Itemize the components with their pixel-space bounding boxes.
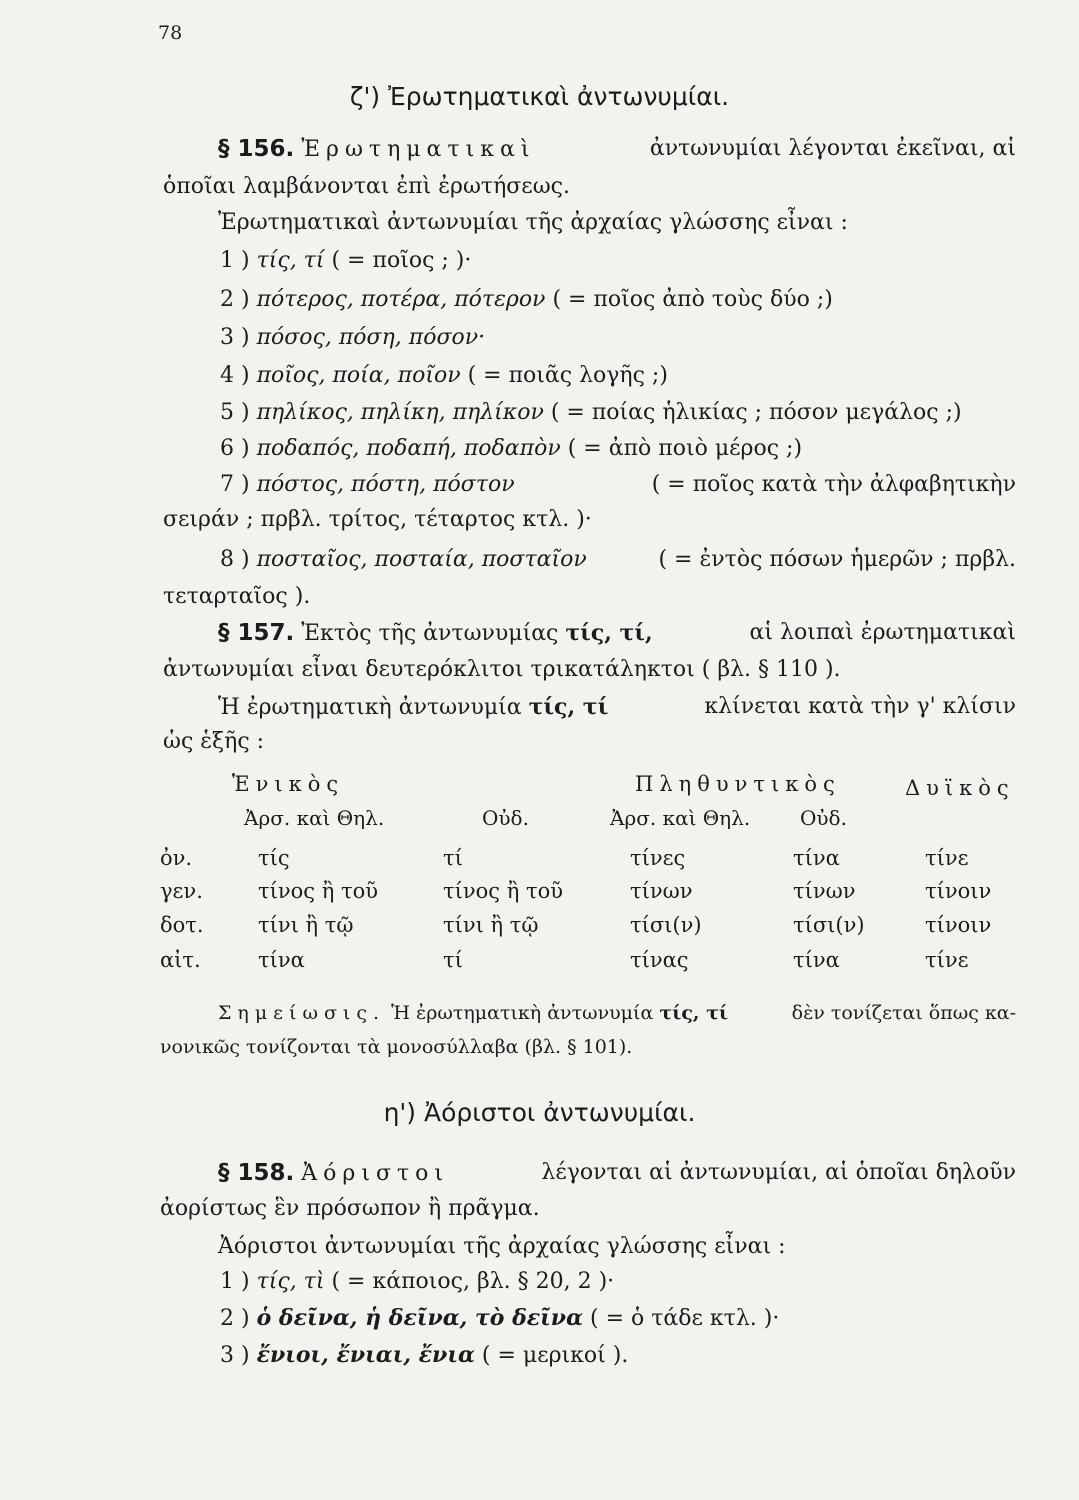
table-subheader: Ἀρσ. καὶ Θηλ. xyxy=(244,806,385,830)
list-item: 6 ) ποδαπός, ποδαπή, ποδαπὸν ( = ἀπὸ ποιὸ μέρος ;) xyxy=(220,436,803,461)
list-item: 7 ) πόστος, πόστη, πόστον ( = ποῖος κατὰ τὴν ἀλφαβητικὴν xyxy=(220,472,1016,497)
paragraph-158-line1: § 158. Ἀόριστοι λέγονται αἱ ἀντωνυμίαι, αἱ ὁποῖαι δηλοῦν xyxy=(218,1160,1016,1186)
table-subheader: Ἀρσ. καὶ Θηλ. xyxy=(610,806,751,830)
paragraph-157-line3: Ἡ ἐρωτηματικὴ ἀντωνυμία τίς, τί κλίνεται κατὰ τὴν γ' κλίσιν xyxy=(218,694,1016,720)
term-indefinite: Ἀόριστοι xyxy=(301,1161,450,1186)
note-line2: νονικῶς τονίζονται τὰ μονοσύλλαβα (βλ. § 101). xyxy=(160,1036,633,1058)
term-interrogative: Ἐρωτηματικαὶ xyxy=(301,137,536,162)
paragraph-157-line1: § 157. Ἐκτὸς τῆς ἀντωνυμίας τίς, τί, αἱ λοιπαὶ ἐρωτηματικαὶ xyxy=(218,620,1016,646)
table-header-dual: Δυϊκὸς xyxy=(905,776,1015,800)
list-item: 8 ) ποσταῖος, ποσταία, ποσταῖον ( = ἐντὸς πόσων ἡμερῶν ; πρβλ. xyxy=(220,547,1016,572)
paragraph-156-line1 xyxy=(218,134,1016,165)
section-number-157: § 157. xyxy=(218,620,295,646)
paragraph-157-line2: ἀντωνυμίαι εἶναι δευτερόκλιτοι τρικατάληκτοι ( βλ. § 110 ). xyxy=(163,657,841,682)
list-item: 2 ) πότερος, ποτέρα, πότερον ( = ποῖος ἀπὸ τοὺς δύο ;) xyxy=(220,287,833,312)
paragraph-156-intro: Ἐρωτηματικαὶ ἀντωνυμίαι τῆς ἀρχαίας γλώσσης εἶναι : xyxy=(218,210,848,235)
list-item: 1 ) τίς, τὶ ( = κάποιος, βλ. § 20, 2 )· xyxy=(220,1269,615,1294)
paragraph-156-line2: ὁποῖαι λαμβάνονται ἐπὶ ἐρωτήσεως. xyxy=(163,174,570,199)
table-header-singular: Ἑνικὸς xyxy=(232,772,345,796)
list-item-continuation: σειράν ; πρβλ. τρίτος, τέταρτος κτλ. )· xyxy=(163,507,592,532)
section-number-156: § 156. xyxy=(218,136,295,162)
list-item: 2 ) ὁ δεῖνα, ἡ δεῖνα, τὸ δεῖνα ( = ὁ τάδε κτλ. )· xyxy=(220,1305,780,1331)
section-heading-indefinite: η') Ἀόριστοι ἀντωνυμίαι. xyxy=(383,1098,696,1127)
list-item: 4 ) ποῖος, ποία, ποῖον ( = ποιᾶς λογῆς ;) xyxy=(220,363,668,388)
list-item: 3 ) ἔνιοι, ἔνιαι, ἔνια ( = μερικοί ). xyxy=(220,1342,629,1368)
table-subheader: Οὐδ. xyxy=(800,806,847,830)
list-item: 3 ) πόσος, πόση, πόσον· xyxy=(220,325,486,350)
table-subheader: Οὐδ. xyxy=(482,806,529,830)
section-heading-interrogative: ζ') Ἐρωτηματικαὶ ἀντωνυμίαι. xyxy=(349,82,730,111)
paragraph-158-line2: ἀορίστως ἓν πρόσωπον ἢ πρᾶγμα. xyxy=(160,1196,540,1221)
section-number-158: § 158. xyxy=(218,1160,295,1186)
list-item-continuation: τεταρταῖος ). xyxy=(163,584,311,609)
list-item: 5 ) πηλίκος, πηλίκη, πηλίκον ( = ποίας ἡλικίας ; πόσον μεγάλος ;) xyxy=(220,400,962,425)
paragraph-157-line4: ὡς ἑξῆς : xyxy=(163,729,265,754)
page: 78 ζ') Ἐρωτηματικαὶ ἀντωνυμίαι. § 156. Ἐρωτηματικαὶ ἀντωνυμίαι λέγονται ἐκεῖναι, αἱ ὁποῖαι λαμβάνονται ἐπὶ ἐρωτήσεως. Ἐρωτηματικαὶ ἀντωνυμίαι τῆς ἀρχαίας γλώσσης εἶναι : 1 ) τίς, τί ( = ποῖος ; )· 2 ) πότερος, ποτέρα, πότερον ( = ποῖος ἀπὸ τοὺς δύο ;) 3 ) πόσος, πόση, πόσον· 4 ) ποῖος, ποία, ποῖον ( = ποιᾶς λογῆς ;) 5 ) πηλίκος, πηλίκη, πηλίκον ( = ποίας ἡλικίας ; πόσον μεγάλος ;) 6 ) ποδαπός, ποδαπή, ποδαπὸν ( = ἀπὸ ποιὸ μέρος ;) 7 ) πόστος, πόστη, πόστον ( = ποῖος κατὰ τὴν ἀλφαβητικὴν σειράν ; πρβλ. τρίτος, τέταρτος κτλ. )· 8 ) ποσταῖος, ποσταία, ποσταῖον ( = ἐντὸς πόσων ἡμερῶν ; πρβλ. τεταρταῖος ). § 157. Ἐκτὸς τῆς ἀντωνυμίας τίς, τί, αἱ λοιπαὶ ἐρωτηματικαὶ ἀντωνυμίαι εἶναι δευτερόκλιτοι τρικατάληκτοι ( βλ. § 110 ). Ἡ ἐρωτηματικὴ ἀντωνυμία τίς, τί κλίνεται κατὰ τὴν γ' κλίσιν ὡς ἑξῆς : Ἑνικὸς Πληθυντικὸς Δυϊκὸς Ἀρσ. καὶ Θηλ. Οὐδ. Ἀρσ. καὶ Θηλ. Οὐδ. ὀν. τίς τί τίνες τίνα τίνε γεν. τίνος ἢ τοῦ τίνος ἢ τοῦ τίνων τίνων τίνοιν δοτ. τίνι ἢ τῷ τίνι ἢ τῷ τίσι(ν) τίσι(ν) τίνοιν αἰτ. τίνα τί τίνας τίνα τίνε Σημείωσις. Ἡ ἐρωτηματικὴ ἀντωνυμία τίς, τί δὲν τονίζεται ὅπως κα- νονικῶς τονίζονται τὰ μονοσύλλαβα (βλ. § 101). η') Ἀόριστοι ἀντωνυμίαι. § 158. Ἀόριστοι λέγονται αἱ ἀντωνυμίαι, αἱ ὁποῖαι δηλοῦν ἀορίστως ἓν πρόσωπον ἢ πρᾶγμα. Ἀόριστοι ἀντωνυμίαι τῆς ἀρχαίας γλώσσης εἶναι : 1 ) τίς, τὶ ( = κάποιος, βλ. § 20, 2 )· 2 ) ὁ δεῖνα, ἡ δεῖνα, τὸ δεῖνα ( = ὁ τάδε κτλ. )· 3 ) ἔνιοι, ἔνιαι, ἔνια ( = μερικοί ). xyxy=(0,0,1079,1500)
page-number: 78 xyxy=(158,22,183,44)
list-item: 1 ) τίς, τί ( = ποῖος ; )· xyxy=(220,248,472,273)
paragraph-156-text: ἀντωνυμίαι λέγονται ἐκεῖναι, αἱ xyxy=(649,136,1016,161)
table-header-plural: Πληθυντικὸς xyxy=(635,772,841,796)
paragraph-158-intro: Ἀόριστοι ἀντωνυμίαι τῆς ἀρχαίας γλώσσης εἶναι : xyxy=(218,1234,786,1259)
note-label: Σημείωσις. xyxy=(218,1002,386,1024)
note-line1: Σημείωσις. Ἡ ἐρωτηματικὴ ἀντωνυμία τίς, τί δὲν τονίζεται ὅπως κα- xyxy=(218,1002,1016,1024)
